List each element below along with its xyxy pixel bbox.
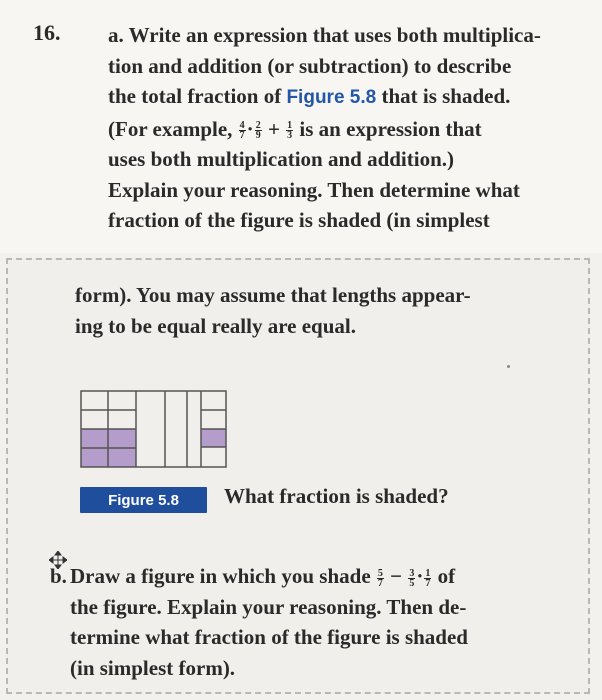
fraction-numerator: 1 [425, 567, 431, 579]
part-b-line-1-end: of [437, 564, 456, 588]
part-b-line-4: (in simplest form). [70, 655, 236, 680]
figure-caption: What fraction is shaded? [224, 484, 449, 508]
part-b-line-2: the figure. Explain your reasoning. Then de- [70, 594, 467, 619]
fraction-numerator: 1 [287, 120, 293, 132]
continuation-line-1: form). You may assume that lengths appear- [75, 283, 471, 307]
fraction-5-7 [377, 569, 384, 588]
question-line-3-end: that is shaded. [381, 84, 511, 108]
fraction-numerator: 4 [239, 120, 245, 132]
fraction-numerator: 3 [409, 567, 415, 579]
example-suffix: is an expression that [299, 116, 482, 141]
question-continuation [75, 280, 575, 341]
question-line-1 [108, 20, 590, 51]
part-b-label: b. [50, 564, 67, 588]
question-line-6: Explain your reasoning. Then determine what [108, 177, 520, 202]
question-line-7: fraction of the figure is shaded (in simplest [108, 208, 490, 232]
page-speck [507, 365, 510, 368]
question-text-part-b [50, 561, 575, 683]
fraction-4-7 [239, 121, 246, 140]
fraction-3-5 [408, 569, 415, 588]
part-b-line-1: Draw a figure in which you shade $\frac{5}{7}$ − $\frac{3}{5}$ · $\frac{1}{7}$ of [70, 564, 456, 589]
question-line-3 [108, 81, 590, 114]
question-line-2: tion and addition (or subtraction) to describe [108, 53, 512, 78]
question-line-3-start: the total fraction of [108, 84, 282, 108]
fraction-denominator: 7 [377, 577, 383, 589]
example-prefix: (For example, [108, 116, 233, 141]
fraction-1-7 [424, 569, 431, 588]
fraction-denominator: 9 [255, 130, 261, 142]
part-b-line-1-start: Draw a figure in which you shade [70, 564, 371, 588]
fraction-denominator: 7 [425, 577, 431, 589]
fraction-2-9 [255, 121, 262, 140]
question-line-1-text: Write an expression that uses both multiplica- [128, 23, 541, 47]
continuation-line-2: ing to be equal really are equal. [75, 313, 356, 338]
shaded-region-right [201, 429, 226, 447]
part-b-line-3: termine what fraction of the figure is shaded [70, 625, 468, 649]
figure-label-badge: Figure 5.8 [80, 487, 207, 513]
fraction-numerator: 5 [377, 567, 383, 579]
figure-reference-link[interactable]: Figure 5.8 [286, 87, 377, 108]
fraction-denominator: 3 [287, 130, 293, 142]
fraction-denominator: 7 [239, 130, 245, 142]
question-number: 16. [33, 20, 61, 45]
fraction-denominator: 5 [409, 577, 415, 589]
question-text-part-a [108, 20, 590, 236]
question-line-4: (For example, $\frac{4}{7}$ · $\frac{2}{9}$ + $\frac{1}{3}$ is an expression that [108, 116, 482, 142]
question-line-5: uses both multiplication and addition.) [108, 147, 455, 171]
fraction-1-3 [286, 121, 293, 140]
part-a-label: a. [108, 23, 124, 47]
figure-5-8-diagram [79, 389, 228, 469]
fraction-numerator: 2 [255, 120, 261, 132]
